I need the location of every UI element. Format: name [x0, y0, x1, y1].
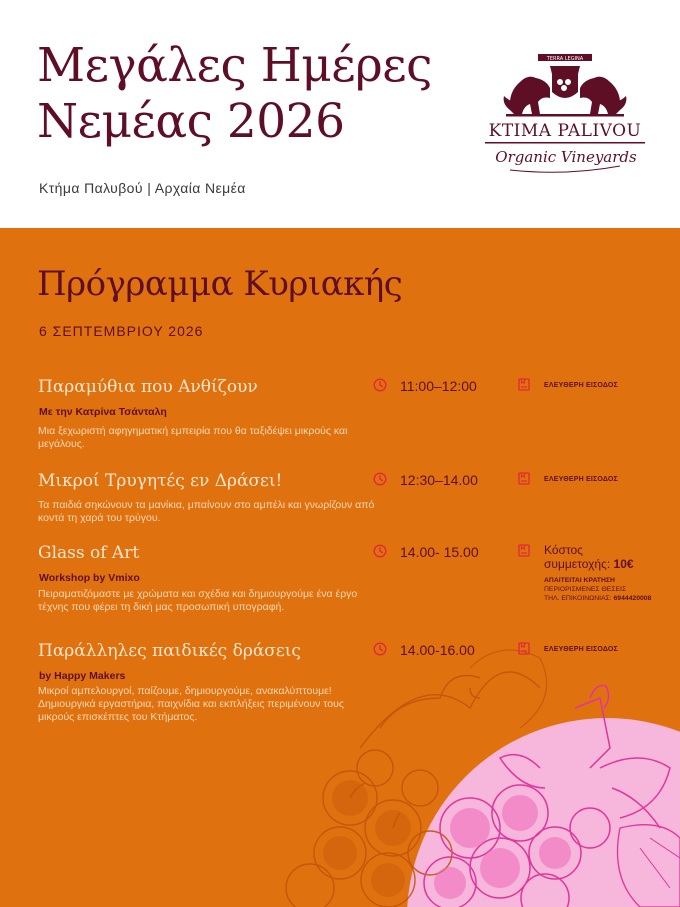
booking-notes [544, 576, 680, 603]
clock-icon [373, 544, 387, 558]
event-entry: ΕΛΕΥΘΕΡΗ ΕΙΣΟΔΟΣ [544, 646, 618, 653]
ticket-icon [518, 378, 530, 391]
cost-label-1: Κόστος [544, 543, 583, 557]
ticket-icon [518, 642, 530, 655]
ticket-icon [518, 544, 530, 557]
event-time: 12:30–14.00 [400, 472, 478, 488]
program-section [0, 228, 680, 907]
program-title: Πρόγραμμα Κυριακής [37, 264, 403, 304]
title-line-1: Μεγάλες Ημέρες [37, 38, 432, 93]
event-title: Glass of Art [38, 543, 140, 563]
program-date: 6 ΣΕΠΤΕΜΒΡΙΟΥ 2026 [39, 323, 204, 339]
cost-price: 10€ [613, 557, 634, 571]
note-phone [544, 594, 680, 603]
note-booking: ΑΠΑΙΤΕΙΤΑΙ ΚΡΑΤΗΣΗ [544, 577, 615, 584]
logo-banner-text: TERRA LEGINA [546, 56, 584, 62]
cost-label-text: συμμετοχής: [544, 557, 611, 571]
note-phone-label: ΤΗΛ. ΕΠΙΚΟΙΝΩΝΙΑΣ: [544, 595, 612, 602]
event-time: 14.00- 15.00 [400, 544, 479, 560]
clock-icon [373, 378, 387, 392]
event-time: 14.00-16.00 [400, 642, 475, 658]
event-description: Μικροί αμπελουργοί, παίζουμε, δημιουργούμε, ανακαλύπτουμε! Δημιουργικά εργαστήρια, παιχνίδια και εκπλήξεις περιμένουν τους μικρούς επισκέπτες του Κτήματος. [38, 685, 344, 723]
clock-icon [373, 642, 387, 656]
event-entry: ΕΛΕΥΘΕΡΗ ΕΙΣΟΔΟΣ [544, 382, 618, 389]
event-host: Με την Κατρίνα Τσάνταλη [39, 406, 167, 418]
clock-icon [373, 472, 387, 486]
event-description: Πειραματιζόμαστε με χρώματα και σχέδια και δημιουργούμε ένα έργο τέχνης που φέρει τη δική μας προσωπική υπογραφή. [38, 588, 358, 613]
event-host: by Happy Makers [39, 670, 126, 682]
note-limited: ΠΕΡΙΟΡΙΣΜΕΝΕΣ ΘΕΣΕΙΣ [544, 586, 627, 593]
logo-tagline-text: Organic Vineyards [495, 148, 637, 166]
event-title: Μικροί Τρυγητές εν Δράσει! [38, 471, 283, 491]
event-description: Τα παιδιά σηκώνουν τα μανίκια, μπαίνουν στο αμπέλι και γνωρίζουν από κοντά τη χαρά του τρύγου. [38, 499, 375, 524]
event-title: Παράλληλες παιδικές δράσεις [38, 641, 301, 661]
event-time: 11:00–12:00 [400, 378, 477, 394]
logo-brand-text: KTIMA PALIVOU [488, 121, 642, 141]
cost-info [544, 543, 680, 603]
event-title: Παραμύθια που Ανθίζουν [38, 377, 258, 397]
page-title [37, 38, 432, 150]
cost-label-2 [544, 557, 680, 571]
header [0, 0, 680, 228]
phone-number: 6944420008 [613, 595, 652, 602]
event-entry: ΕΛΕΥΘΕΡΗ ΕΙΣΟΔΟΣ [544, 476, 618, 483]
event-description: Μια ξεχωριστή αφηγηματική εμπειρία που θα ταξιδέψει μικρούς και μεγάλους. [38, 425, 348, 450]
event-host: Workshop by Vmixo [39, 572, 140, 584]
ticket-icon [518, 472, 530, 485]
winery-logo [480, 52, 650, 177]
title-line-2: Νεμέας 2026 [37, 94, 345, 149]
venue-subtitle: Κτήμα Παλυβού | Αρχαία Νεμέα [39, 180, 246, 196]
